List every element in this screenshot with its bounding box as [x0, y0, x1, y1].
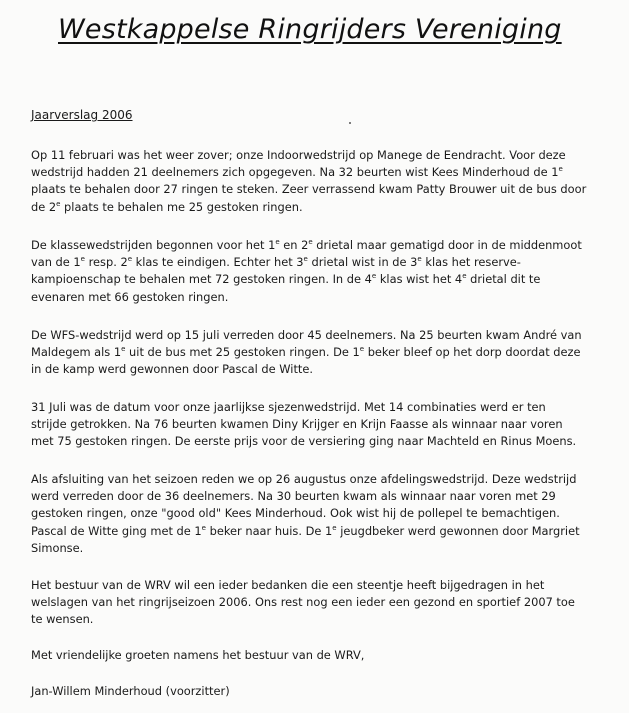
text-line: in de kamp werd gewonnen door Pascal de Witte. — [31, 362, 314, 377]
paragraph-klassewedstrijden — [31, 237, 621, 306]
text-line: Jan-Willem Minderhoud (voorzitter) — [31, 684, 230, 698]
text-line: wedstrijd hadden 21 deelnemers zich opgegeven. Na 32 beurten wist Kees Minderhoud de 1e — [31, 165, 563, 180]
paragraph-dank — [31, 577, 621, 629]
text-line: de 2e plaats te behalen me 25 gestoken ringen. — [31, 199, 303, 214]
text-line: Met vriendelijke groeten namens het bestuur van de WRV, — [31, 648, 365, 662]
scan-speck — [349, 122, 351, 124]
ordinal-suffix: e — [303, 255, 308, 264]
closing-greeting — [31, 647, 621, 664]
ordinal-suffix: e — [80, 255, 85, 264]
paragraph-indoor — [31, 147, 621, 216]
paragraph-wfs — [31, 327, 621, 379]
text-line: evenaren met 66 gestoken ringen. — [31, 289, 229, 304]
ordinal-suffix: e — [371, 272, 377, 281]
text-line: 31 Juli was de datum voor onze jaarlijkse sjezenwedstrijd. Met 14 combinaties werd er ten — [31, 400, 546, 414]
ordinal-suffix: e — [332, 523, 337, 532]
ordinal-suffix: e — [121, 345, 126, 354]
ordinal-suffix: e — [127, 255, 133, 264]
text-line: kampioenschap te behalen met 72 gestoken ringen. In de 4e klas wist het 4e drietal dit te — [31, 272, 541, 287]
signature-line — [31, 683, 621, 700]
ordinal-suffix: e — [359, 345, 365, 354]
paragraph-afdeling — [31, 471, 621, 557]
ordinal-suffix: e — [462, 272, 467, 281]
text-line: Simonse. — [31, 540, 84, 555]
text-line: gestoken ringen, onze "good old" Kees Minderhoud. Ook wist hij de pollepel te bemachtigen. — [31, 506, 560, 521]
ordinal-suffix: e — [275, 238, 280, 246]
report-heading: Jaarverslag 2006 — [31, 108, 133, 122]
text-line: Maldegem als 1e uit de bus met 25 gestoken ringen. De 1e beker bleef op het dorp doordat deze — [31, 345, 581, 360]
text-line: werd verreden door de 36 deelnemers. Na 30 beurten kwam als winnaar naar voren met 29 — [31, 489, 556, 504]
text-line: Het bestuur van de WRV wil een ieder bedanken die een steentje heeft bijgedragen in het — [31, 578, 545, 592]
text-line: strijde getrokken. Na 76 beurten kwamen Diny Krijger en Krijn Faasse als winnaar naar voren — [31, 417, 563, 432]
ordinal-suffix: e — [56, 199, 61, 208]
ordinal-suffix: e — [558, 165, 563, 174]
ordinal-suffix: e — [201, 523, 206, 532]
text-line: met 75 gestoken ringen. De eerste prijs voor de versiering ging naar Machteld en Rinus Moens. — [31, 434, 577, 449]
ordinal-suffix: e — [417, 255, 422, 264]
text-line: Pascal de Witte ging met de 1e beker naar huis. De 1e jeugdbeker werd gewonnen door Margriet — [31, 523, 580, 538]
text-line: van de 1e resp. 2e klas te eindigen. Echter het 3e drietal wist in de 3e klas het reserve- — [31, 255, 521, 270]
text-line: plaats te behalen door 27 ringen te steken. Zeer verrassend kwam Patty Brouwer uit de bus door — [31, 182, 587, 197]
text-line: Op 11 februari was het weer zover; onze Indoorwedstrijd op Manege de Eendracht. Voor deze — [31, 148, 566, 162]
text-line: Als afsluiting van het seizoen reden we op 26 augustus onze afdelingswedstrijd. Deze wedstrijd — [31, 472, 577, 486]
text-line: De klassewedstrijden begonnen voor het 1e en 2e drietal maar gematigd door in de middenmoot — [31, 238, 582, 252]
ordinal-suffix: e — [308, 238, 313, 246]
text-line: te wensen. — [31, 612, 94, 627]
text-line: welslagen van het ringrijseizoen 2006. Ons rest nog een ieder een gezond en sportief 2007 toe — [31, 595, 575, 610]
text-line: De WFS-wedstrijd werd op 15 juli verreden door 45 deelnemers. Na 25 beurten kwam André van — [31, 328, 582, 342]
page-title: Westkappelse Ringrijders Vereniging — [58, 14, 562, 45]
paragraph-sjezen — [31, 399, 621, 451]
